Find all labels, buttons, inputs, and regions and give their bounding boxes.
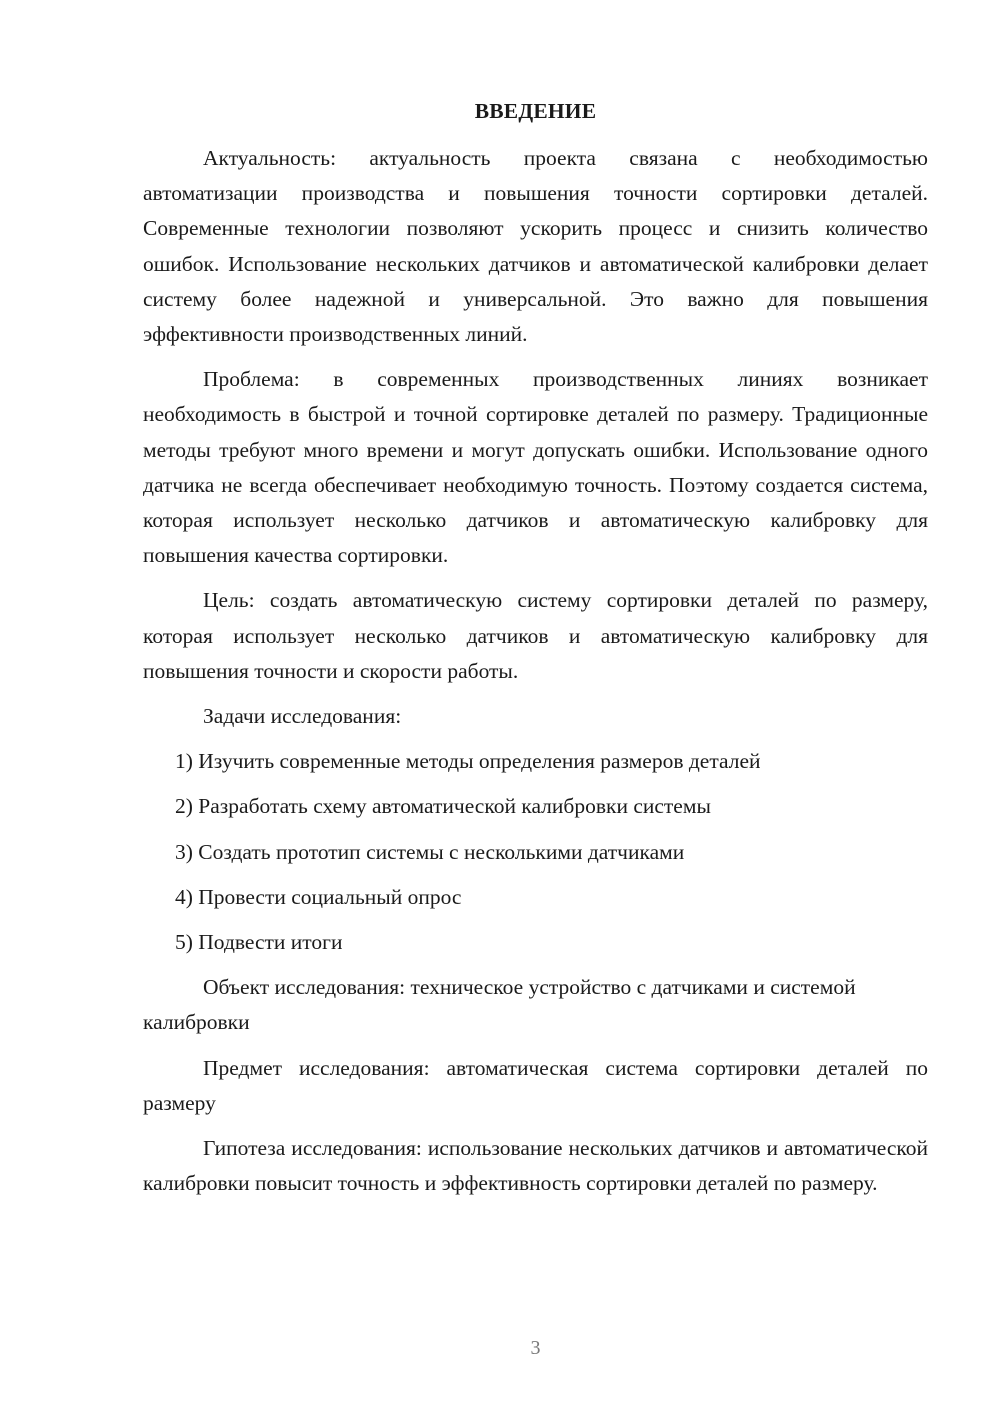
list-item: 2) Разработать схему автоматической калибровки системы [175, 794, 711, 819]
list-item: 1) Изучить современные методы определения размеров деталей [175, 749, 761, 774]
paragraph-object: Объект исследования: техническое устройство с датчиками и системой калибровки [143, 975, 856, 1035]
paragraph-relevance: Актуальность: актуальность проекта связана с необходимостью автоматизации производства и повышения точности сортировки деталей. Современные технологии позволяют ускорить процесс и снизить количество ошибок. Использование нескольких датчиков и автоматической калибровки делает систему более надежной и универсальной. Это важно для повышения эффективности производственных линий. [143, 146, 928, 347]
page-number: 3 [530, 1337, 541, 1359]
document-body [143, 141, 928, 1211]
document-page [143, 0, 928, 1414]
paragraph-subject: Предмет исследования: автоматическая система сортировки деталей по размеру [143, 1055, 928, 1115]
paragraph-goal: Цель: создать автоматическую систему сортировки деталей по размеру, которая использует несколько датчиков и автоматическую калибровку для повышения точности и скорости работы. [143, 588, 928, 683]
page-title: ВВЕДЕНИЕ [474, 99, 597, 123]
list-item: 5) Подвести итоги [175, 930, 343, 955]
paragraph-problem: Проблема: в современных производственных линиях возникает необходимость в быстрой и точной сортировке деталей по размеру. Традиционные методы требуют много времени и могут допускать ошибки. Использование одного датчика не всегда обеспечивает необходимую точность. Поэтому создается система, которая использует несколько датчиков и автоматическую калибровку для повышения качества сортировки. [143, 367, 928, 568]
list-item: 4) Провести социальный опрос [175, 884, 462, 909]
tasks-title: Задачи исследования: [203, 704, 402, 729]
paragraph-hypothesis: Гипотеза исследования: использование нескольких датчиков и автоматической калибровки повысит точность и эффективность сортировки деталей по размеру. [143, 1136, 928, 1196]
task-list [143, 744, 928, 960]
list-item: 3) Создать прототип системы с несколькими датчиками [175, 839, 685, 864]
